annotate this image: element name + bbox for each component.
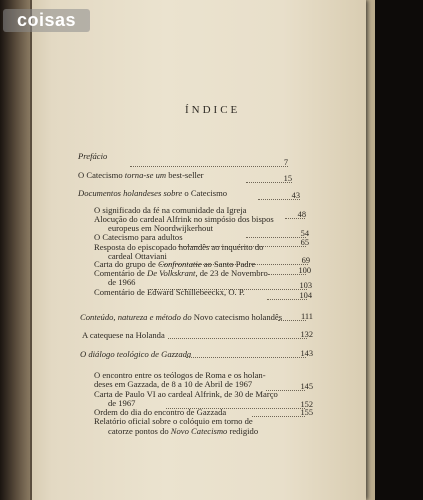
toc-entry-fragment: europeus em Noordwijkerhout <box>108 223 214 233</box>
toc-dot-leader <box>130 165 288 167</box>
toc-page-number: 69 <box>301 256 310 265</box>
toc-entry-fragment: , de 23 de Novembro <box>195 268 268 278</box>
toc-dot-leader <box>186 356 306 358</box>
toc-entry-fragment: O significado da fé na comunidade da Igreja <box>94 205 247 215</box>
toc-entry-fragment: Comentário de <box>94 268 147 278</box>
toc-entry-fragment: A catequese na Holanda <box>82 330 165 340</box>
watermark-logo: coisas <box>3 9 90 32</box>
toc-entry-fragment: deses em Gazzada, de 8 a 10 de Abril de 1967 <box>94 379 253 389</box>
toc-entry-fragment: Relatório oficial sobre o colóquio em torno de <box>94 416 253 426</box>
toc-page-number: 54 <box>300 229 309 238</box>
toc-entry-fragment: catorze pontos do <box>108 426 171 436</box>
toc-entry-text <box>78 188 227 198</box>
toc-entry-fragment: De Volkskrant <box>146 268 196 278</box>
toc-entry-fragment: O Catecismo para adultos <box>94 232 183 242</box>
toc-page-number: 152 <box>300 400 313 409</box>
toc-entry-fragment: torna-se um <box>124 170 167 180</box>
toc-entry-fragment: Novo Catecismo <box>170 426 228 436</box>
toc-entry-fragment: Resposta do episcopado holandês ao inquérito do <box>94 242 264 252</box>
toc-page-number: 65 <box>300 238 309 247</box>
toc-dot-leader <box>168 337 307 339</box>
toc-entry-fragment: redigido <box>227 426 259 436</box>
toc-entry-text <box>94 416 253 426</box>
toc-page-number: 43 <box>291 191 300 200</box>
toc-entry-text <box>94 379 252 389</box>
toc-page-number: 15 <box>283 174 292 183</box>
toc-entry-text <box>94 287 245 297</box>
toc-entry-text <box>108 277 135 287</box>
toc-entry-fragment: o Catecismo <box>182 188 228 198</box>
index-title: ÍNDICE <box>185 104 241 116</box>
toc-entry-fragment: Novo catecismo holandês <box>191 312 283 322</box>
toc-page-number: 111 <box>301 312 313 321</box>
toc-page-number: 155 <box>300 408 313 417</box>
toc-page-number: 103 <box>299 281 312 290</box>
toc-entry-fragment: de 1967 <box>108 398 136 408</box>
toc-entry-fragment: Carta de Paulo VI ao cardeal Alfrink, de 30 de Março <box>94 389 278 399</box>
toc-entry-text <box>80 312 282 322</box>
toc-entry-fragment: O diálogo teológico de Gazzada <box>80 349 192 359</box>
toc-entry-text <box>82 330 165 340</box>
toc-page-number: 143 <box>300 349 313 358</box>
toc-page-number: 145 <box>300 382 313 391</box>
toc-page-number: 7 <box>283 158 288 167</box>
toc-entry-fragment: Comentário de Edward Schillebeeckx, O. P. <box>94 287 245 297</box>
toc-page-number: 100 <box>298 266 311 275</box>
toc-entry-text <box>108 426 258 436</box>
toc-entry-fragment: Ordem do dia do encontro de Gazzada <box>94 407 227 417</box>
toc-entry-text <box>80 349 191 359</box>
toc-entry-fragment: cardeal Ottaviani <box>108 251 167 261</box>
toc-page-number: 132 <box>300 330 313 339</box>
toc-entry-fragment: Alocução do cardeal Alfrink no simpósio dos bispos <box>94 214 274 224</box>
toc-entry-text <box>94 232 183 242</box>
toc-entry-text <box>78 170 204 180</box>
toc-entry-text <box>78 151 107 161</box>
toc-page-number: 104 <box>299 291 312 300</box>
toc-entry-fragment: Prefácio <box>78 151 108 161</box>
toc-entry-fragment: Conteúdo, natureza e método do <box>80 312 192 322</box>
toc-entry-fragment: Carta do grupo de <box>94 259 158 269</box>
toc-entry-fragment: Documentos holandeses sobre <box>78 188 183 198</box>
toc-entry-fragment: Confrontatie <box>157 259 202 269</box>
toc-page-number: 48 <box>297 210 306 219</box>
toc-entry-fragment: de 1966 <box>108 277 136 287</box>
toc-entry-fragment: O encontro entre os teólogos de Roma e os holan- <box>94 370 266 380</box>
toc-entry-fragment: best-seller <box>166 170 204 180</box>
toc-entry-fragment: ao Santo Padre <box>201 259 256 269</box>
toc-entry-fragment: O Catecismo <box>78 170 125 180</box>
